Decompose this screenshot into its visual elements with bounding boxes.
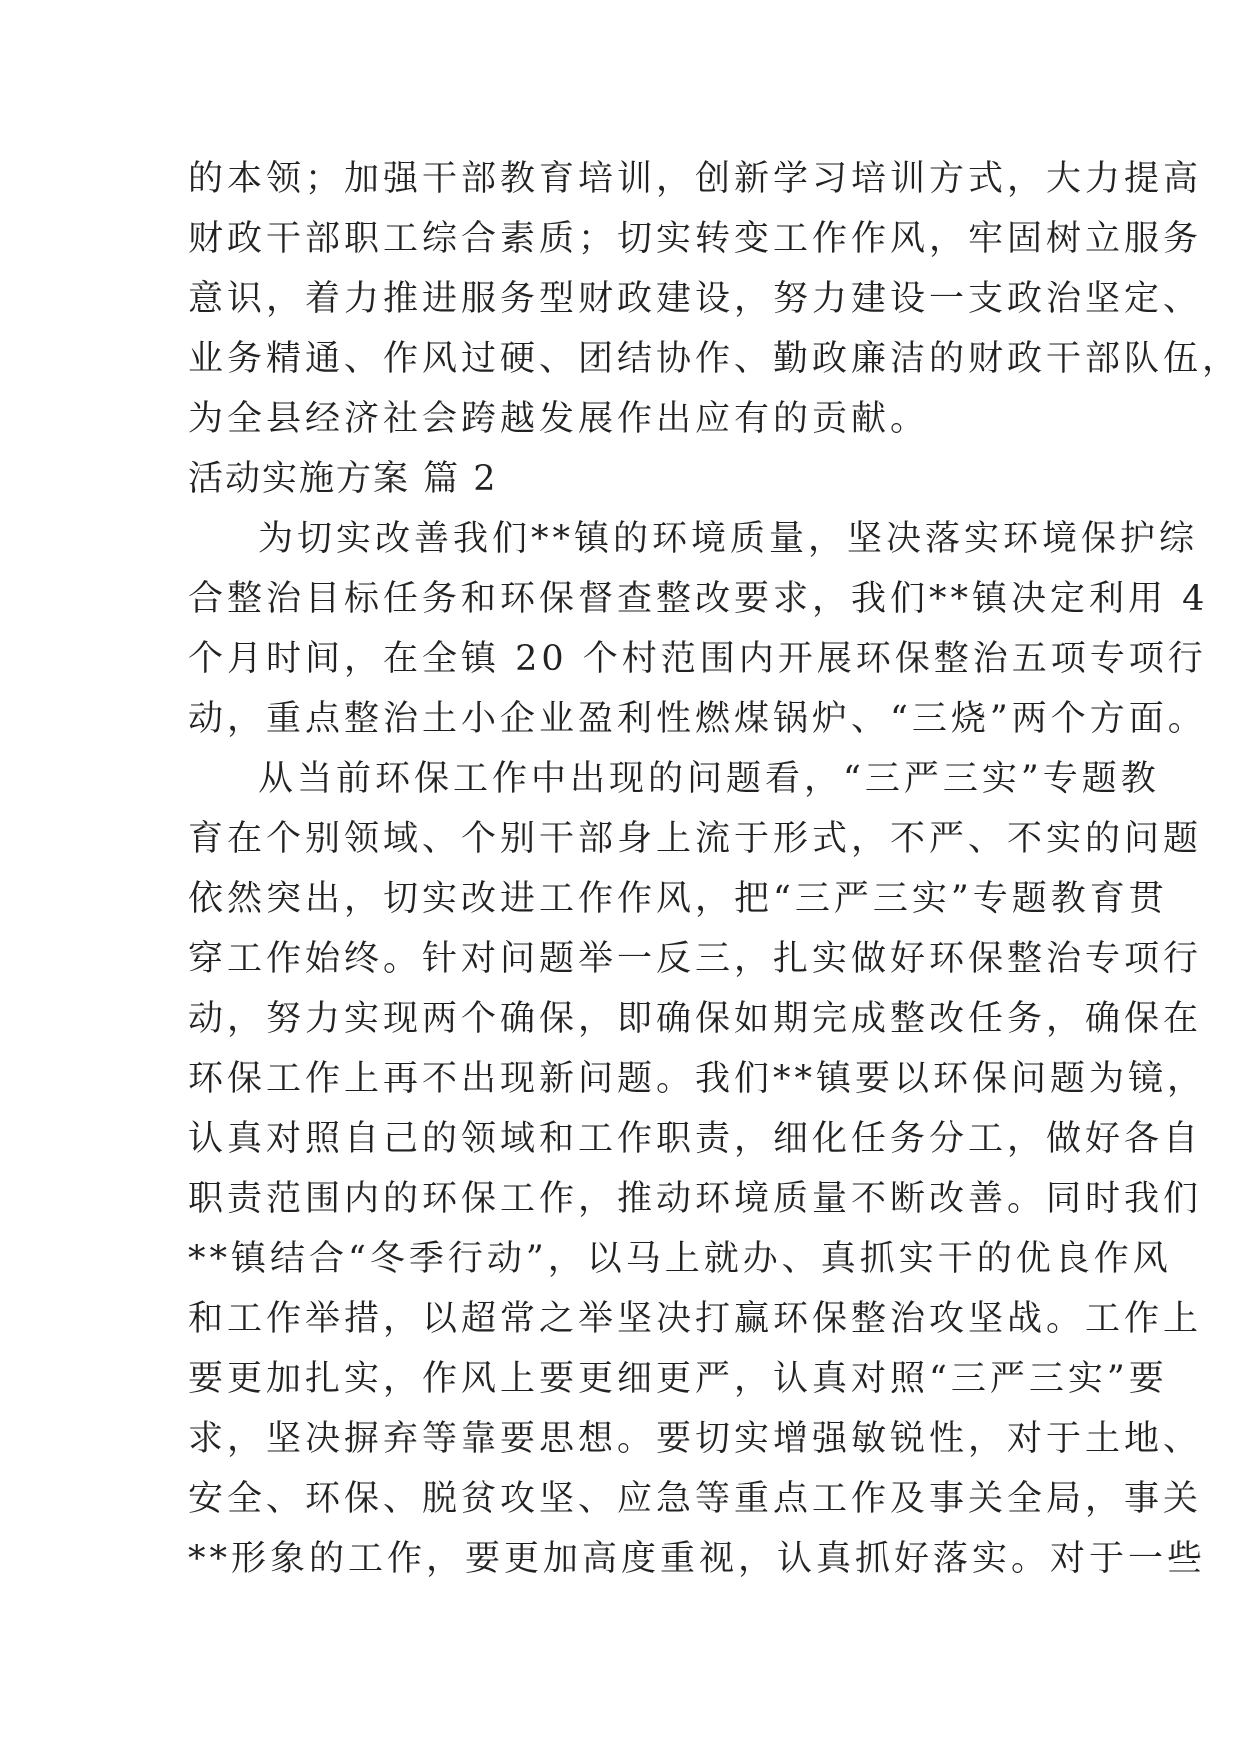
body-line: 意识，着力推进服务型财政建设，努力建设一支政治坚定、 (188, 279, 1203, 319)
body-line: 穿工作始终。针对问题举一反三，扎实做好环保整治专项行 (188, 939, 1203, 979)
body-line: 动，重点整治土小企业盈利性燃煤锅炉、“三烧”两个方面。 (188, 699, 1207, 739)
body-line: 合整治目标任务和环保督查整改要求，我们**镇决定利用 4 (188, 579, 1209, 619)
body-line: 业务精通、作风过硬、团结协作、勤政廉洁的财政干部队伍， (188, 339, 1241, 379)
body-line: 职责范围内的环保工作，推动环境质量不断改善。同时我们 (188, 1179, 1203, 1219)
body-line: 个月时间，在全镇 20 个村范围内开展环保整治五项专项行 (188, 639, 1207, 679)
body-line: 安全、环保、脱贫攻坚、应急等重点工作及事关全局，事关 (188, 1479, 1203, 1519)
paragraph-first-line: 从当前环保工作中出现的问题看，“三严三实”专题教 (258, 759, 1160, 799)
body-line: 认真对照自己的领域和工作职责，细化任务分工，做好各自 (188, 1119, 1203, 1159)
body-line: 财政干部职工综合素质；切实转变工作作风，牢固树立服务 (188, 219, 1203, 259)
body-line: 环保工作上再不出现新问题。我们**镇要以环保问题为镜， (188, 1059, 1207, 1099)
body-line: 和工作举措，以超常之举坚决打赢环保整治攻坚战。工作上 (188, 1299, 1203, 1339)
body-line: 要更加扎实，作风上要更细更严，认真对照“三严三实”要 (188, 1359, 1168, 1399)
section-heading: 活动实施方案 篇 2 (188, 459, 498, 499)
body-line: 求，坚决摒弃等靠要思想。要切实增强敏锐性，对于土地、 (188, 1419, 1203, 1459)
paragraph-first-line: 为切实改善我们**镇的环境质量，坚决落实环境保护综 (258, 519, 1199, 559)
document-body (188, 149, 1241, 1589)
body-line: 动，努力实现两个确保，即确保如期完成整改任务，确保在 (188, 999, 1203, 1039)
body-line: 为全县经济社会跨越发展作出应有的贡献。 (188, 399, 930, 439)
body-line: **镇结合“冬季行动”，以马上就办、真抓实干的优良作风 (188, 1239, 1172, 1279)
body-line: 依然突出，切实改进工作作风，把“三严三实”专题教育贯 (188, 879, 1168, 919)
body-line: 的本领；加强干部教育培训，创新学习培训方式，大力提高 (188, 159, 1203, 199)
body-line: **形象的工作，要更加高度重视，认真抓好落实。对于一些 (188, 1539, 1207, 1579)
body-line: 育在个别领域、个别干部身上流于形式，不严、不实的问题 (188, 819, 1203, 859)
